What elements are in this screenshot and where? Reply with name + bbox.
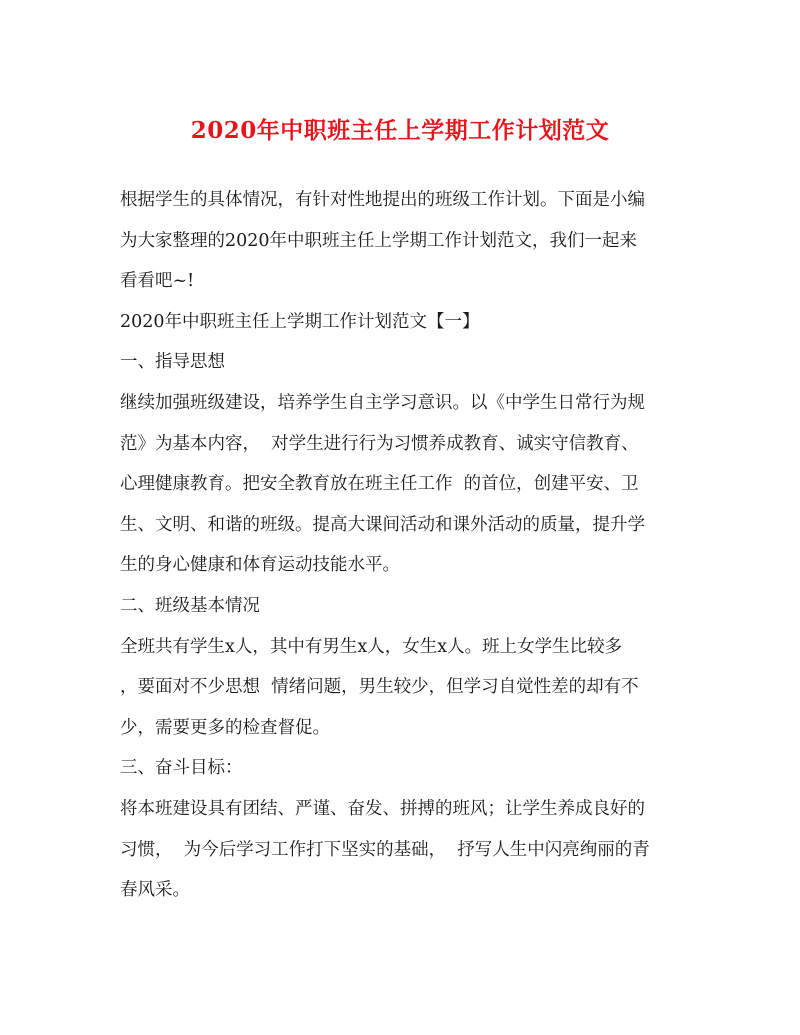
document-title: 2020年中职班主任上学期工作计划范文 bbox=[190, 117, 610, 144]
text-line-guiding-2: 范》为基本内容， 对学生进行行为习惯养成教育、诚实守信教育、 bbox=[120, 433, 639, 454]
text-line-situation-1: 全班共有学生x人，其中有男生x人，女生x人。班上女学生比较多 bbox=[120, 636, 623, 657]
text-line-goals-3: 春风采。 bbox=[120, 880, 190, 901]
section-heading-guiding-ideology: 一、指导思想 bbox=[120, 352, 225, 373]
text-line-guiding-1: 继续加强班级建设，培养学生自主学习意识。以《中学生日常行为规 bbox=[120, 392, 645, 413]
text-line-situation-2: ，要面对不少思想 情绪问题，男生较少，但学习自觉性差的却有不 bbox=[120, 677, 639, 698]
document-body bbox=[120, 180, 692, 911]
text-line-intro-3: 看看吧~! bbox=[120, 271, 195, 292]
text-line-intro-1: 根据学生的具体情况，有针对性地提出的班级工作计划。下面是小编 bbox=[120, 190, 645, 210]
text-line-guiding-5: 生的身心健康和体育运动技能水平。 bbox=[120, 555, 400, 576]
section-heading-class-situation: 二、班级基本情况 bbox=[120, 595, 260, 616]
text-line-situation-3: 少，需要更多的检查督促。 bbox=[120, 717, 330, 738]
text-line-guiding-4: 生、文明、和谐的班级。提高大课间活动和课外活动的质量，提升学 bbox=[120, 514, 645, 535]
text-line-goals-2: 习惯， 为今后学习工作打下坚实的基础， 抒写人生中闪亮绚丽的青 bbox=[120, 839, 650, 860]
section-heading-goals: 三、奋斗目标： bbox=[120, 758, 243, 779]
text-line-intro-2: 为大家整理的2020年中职班主任上学期工作计划范文，我们一起来 bbox=[120, 230, 638, 251]
text-line-goals-1: 将本班建设具有团结、严谨、奋发、拼搏的班风；让学生养成良好的 bbox=[120, 798, 645, 819]
section-heading-part-one: 2020年中职班主任上学期工作计划范文【一】 bbox=[120, 311, 480, 332]
text-line-guiding-3: 心理健康教育。把安全教育放在班主任工作 的首位，创建平安、卫 bbox=[120, 474, 639, 495]
